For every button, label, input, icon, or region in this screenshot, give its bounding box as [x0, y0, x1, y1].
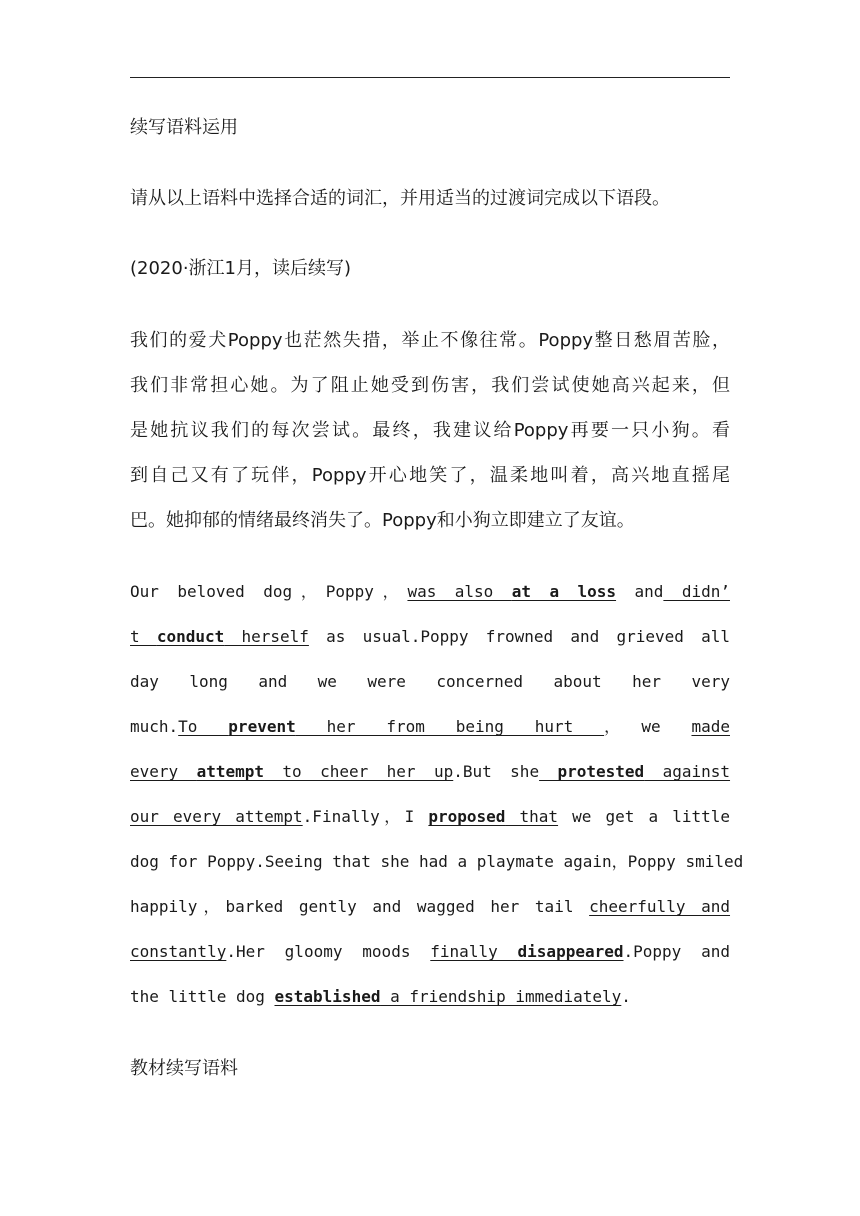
underlined-phrase: herself — [224, 627, 309, 646]
english-line — [130, 714, 730, 759]
chinese-line: 是她抗议我们的每次尝试。最终，我建议给Poppy再要一只小狗。看 — [130, 420, 730, 441]
text-run: we get a little — [558, 807, 730, 826]
text-run: . — [621, 987, 631, 1006]
key-phrase: established — [274, 987, 381, 1006]
english-line — [130, 759, 730, 804]
text-run: .Poppy and — [623, 942, 731, 961]
underlined-phrase: our every attempt — [130, 807, 303, 826]
source-citation: (2020·浙江1月，读后续写) — [130, 258, 352, 279]
key-phrase: prevent — [228, 717, 296, 736]
english-line — [130, 984, 730, 1029]
english-line: day long and we were concerned about her very — [130, 672, 730, 691]
underlined-phrase: a friendship immediately — [380, 987, 622, 1006]
text-run: the little dog — [130, 987, 275, 1006]
chinese-paragraph — [130, 328, 730, 553]
english-line — [130, 939, 730, 984]
english-line — [130, 894, 730, 939]
key-phrase: attempt — [196, 762, 265, 781]
underlined-phrase: her from being hurt — [295, 717, 605, 736]
underlined-phrase: To — [178, 717, 229, 736]
underlined-phrase: every — [130, 762, 197, 781]
key-phrase: disappeared — [517, 942, 624, 961]
underlined-phrase: finally — [430, 942, 518, 961]
key-phrase: conduct — [156, 627, 225, 646]
header-rule — [130, 77, 730, 78]
underlined-phrase: didn’ — [663, 582, 730, 601]
text-run: and — [616, 582, 664, 601]
text-run: .But she — [453, 762, 540, 781]
section-title-usage: 续写语料运用 — [130, 117, 238, 138]
instruction-text: 请从以上语料中选择合适的词汇，并用适当的过渡词完成以下语段。 — [130, 188, 670, 209]
text-run: .Her gloomy moods — [226, 942, 431, 961]
underlined-phrase: made — [691, 717, 730, 736]
english-line — [130, 579, 730, 624]
text-run: happily，barked gently and wagged her tail — [130, 897, 590, 916]
chinese-line: 我们非常担心她。为了阻止她受到伤害，我们尝试使她高兴起来，但 — [130, 375, 730, 396]
text-run: much. — [130, 717, 179, 736]
chinese-line: 到自己又有了玩伴，Poppy开心地笑了，温柔地叫着，高兴地直摇尾 — [130, 465, 730, 486]
chinese-line: 我们的爱犬Poppy也茫然失措，举止不像往常。Poppy整日愁眉苦脸， — [130, 330, 730, 351]
underlined-phrase: cheerfully and — [589, 897, 731, 916]
text-run: ，we — [604, 717, 692, 736]
chinese-line: 巴。她抑郁的情绪最终消失了。Poppy和小狗立即建立了友谊。 — [130, 510, 635, 531]
english-line — [130, 624, 730, 669]
section-title-textbook: 教材续写语料 — [130, 1058, 238, 1079]
english-paragraph — [130, 579, 744, 1029]
key-phrase: protested — [539, 762, 645, 781]
english-line — [130, 804, 730, 849]
text-run: as usual.Poppy frowned and grieved all — [308, 627, 731, 646]
underlined-phrase: that — [505, 807, 559, 826]
underlined-phrase: to cheer her up — [264, 762, 454, 781]
text-run: .Finally，I — [302, 807, 429, 826]
key-phrase: at a loss — [511, 582, 617, 601]
key-phrase: proposed — [428, 807, 506, 826]
underlined-phrase: constantly — [130, 942, 227, 961]
underlined-phrase: was also — [407, 582, 512, 601]
text-run: Our beloved dog，Poppy， — [130, 582, 408, 601]
underlined-phrase: t — [130, 627, 157, 646]
underlined-phrase: against — [644, 762, 731, 781]
english-line: dog for Poppy.Seeing that she had a playmate again，Poppy smiled — [130, 852, 744, 871]
